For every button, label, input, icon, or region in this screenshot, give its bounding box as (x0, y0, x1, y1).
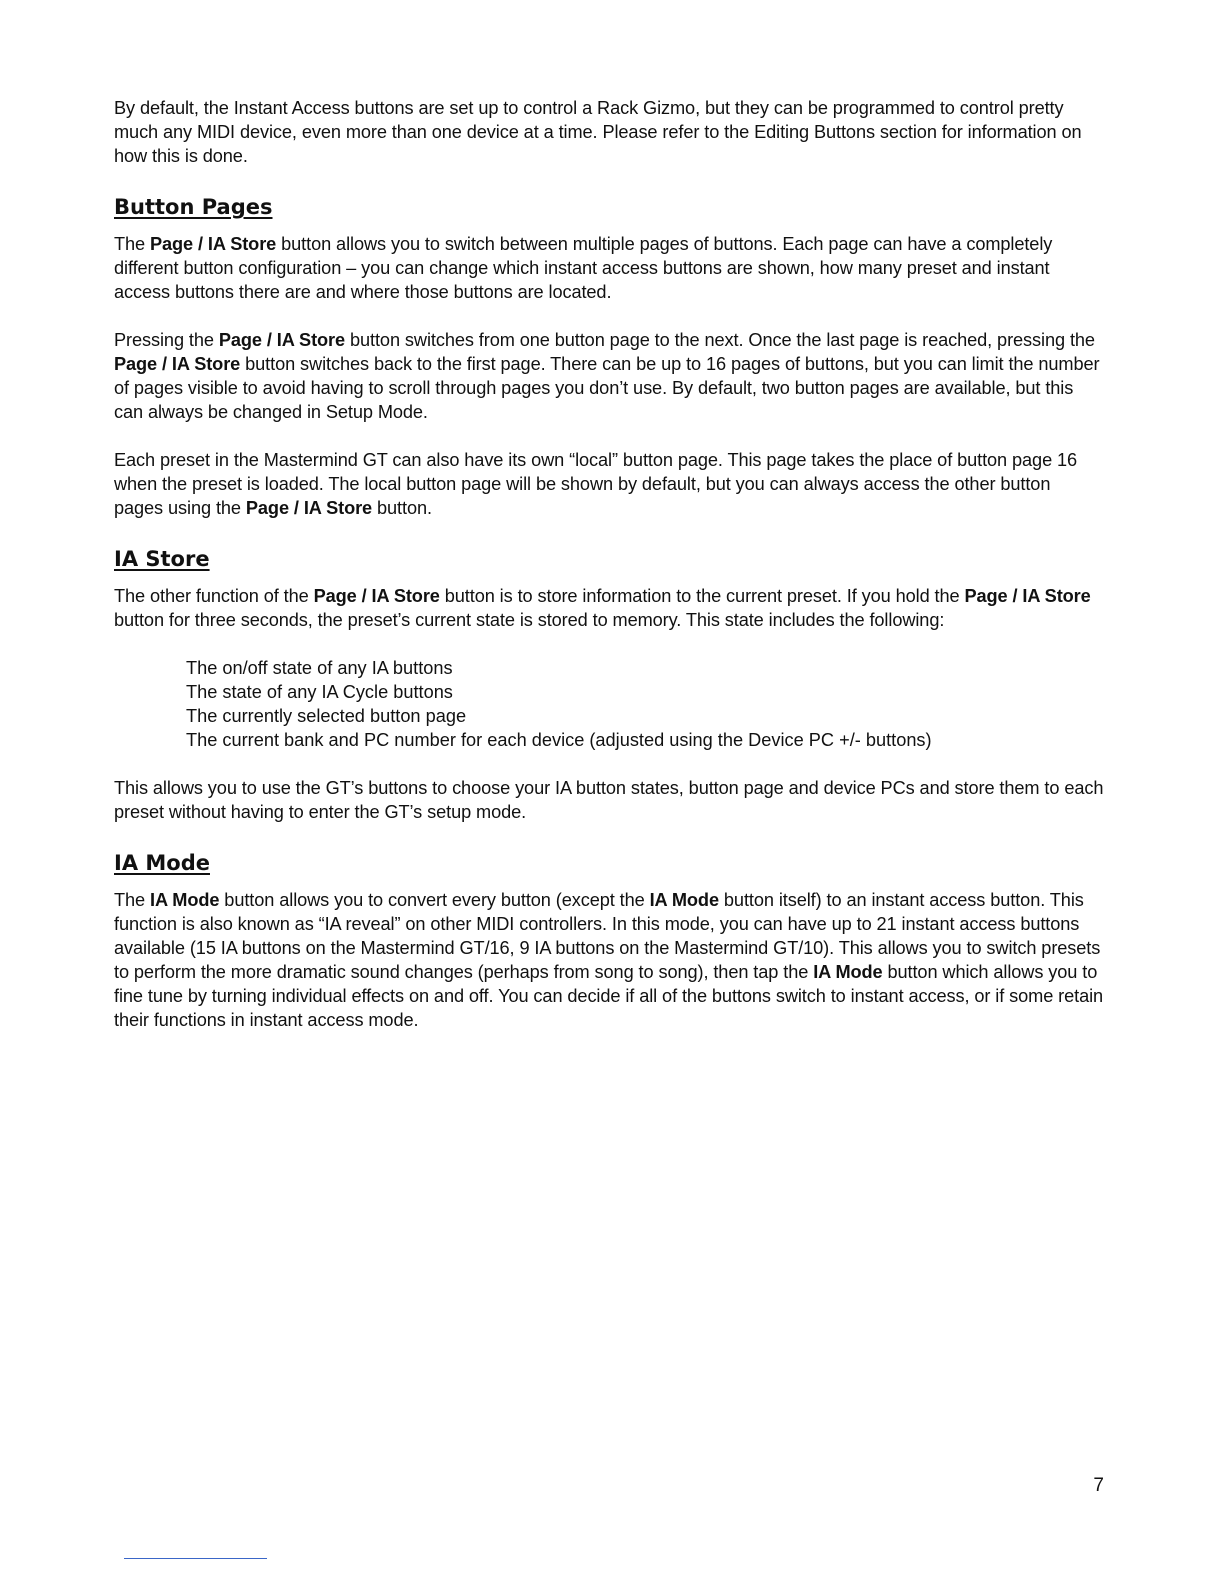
document-page (114, 96, 1104, 1032)
bold-term: Page / IA Store (964, 586, 1091, 606)
list-item: The state of any IA Cycle buttons (186, 682, 453, 702)
text-run: Pressing the (114, 330, 219, 350)
text-run: button which allows you to fine tune by turning individual effects on and off. You can decide if all of the buttons switch to instant access, or if some retain their functions in instant access mode. (114, 962, 1104, 1030)
section-heading-ia-mode: IA Mode (114, 851, 210, 875)
text-run: The other function of the (114, 586, 314, 606)
button-pages-paragraph-2 (114, 328, 1104, 424)
ia-store-paragraph-1 (114, 584, 1104, 632)
page-number: 7 (1093, 1475, 1104, 1496)
bold-term: Page / IA Store (245, 498, 373, 518)
bold-term: Page / IA Store (150, 234, 277, 254)
bold-term: Page / IA Store (313, 586, 440, 606)
list-item: The current bank and PC number for each device (adjusted using the Device PC +/- buttons) (186, 730, 932, 750)
text-run: button is to store information to the current preset. If you hold the (439, 586, 965, 606)
text-run: button allows you to switch between multiple pages of buttons. Each page can have a completely different button configuration – you can change which instant access buttons are shown, how many preset and instant access buttons there are and where those buttons are located. (114, 234, 1053, 302)
text-run: button switches from one button page to the next. Once the last page is reached, pressing the (345, 330, 1095, 350)
stored-state-list (186, 656, 1104, 752)
text-run: The (114, 234, 150, 254)
ia-store-paragraph-2: This allows you to use the GT’s buttons to choose your IA button states, button page and device PCs and store them to each preset without having to enter the GT’s setup mode. (114, 778, 1104, 822)
bold-term: IA Mode (150, 890, 220, 910)
bold-term: IA Mode (813, 962, 883, 982)
list-item: The currently selected button page (186, 706, 467, 726)
bold-term: Page / IA Store (218, 330, 346, 350)
text-run: button switches back to the first page. There can be up to 16 pages of buttons, but you can limit the number of pages visible to avoid having to scroll through pages you don’t use. By default, two button pages are available, but this can always be changed in Setup Mode. (114, 354, 1100, 422)
text-run: button for three seconds, the preset’s current state is stored to memory. This state includes the following: (114, 610, 945, 630)
text-run: button. (372, 498, 432, 518)
list-item: The on/off state of any IA buttons (186, 658, 453, 678)
ia-mode-paragraph-1 (114, 888, 1104, 1032)
button-pages-paragraph-3 (114, 448, 1104, 520)
text-run: Each preset in the Mastermind GT can also have its own “local” button page. This page takes the place of button page 16 when the preset is loaded. The local button page will be shown by default, but you can always access the other button pages using the (114, 450, 1078, 518)
section-heading-ia-store: IA Store (114, 547, 210, 571)
footnote-rule (124, 1558, 267, 1559)
bold-term: IA Mode (649, 890, 719, 910)
section-heading-button-pages: Button Pages (114, 195, 273, 219)
text-run: The (114, 890, 150, 910)
button-pages-paragraph-1 (114, 232, 1104, 304)
intro-paragraph: By default, the Instant Access buttons are set up to control a Rack Gizmo, but they can be programmed to control pretty much any MIDI device, even more than one device at a time. Please refer to the Editing Buttons section for information on how this is done. (114, 98, 1082, 166)
bold-term: Page / IA Store (114, 354, 241, 374)
text-run: button itself) to an instant access button. This function is also known as “IA reveal” on other MIDI controllers. In this mode, you can have up to 21 instant access buttons available (15 IA buttons on the Mastermind GT/16, 9 IA buttons on the Mastermind GT/10). This allows you to switch presets to perform the more dramatic sound changes (perhaps from song to song), then tap the (114, 890, 1101, 982)
text-run: button allows you to convert every button (except the (219, 890, 650, 910)
